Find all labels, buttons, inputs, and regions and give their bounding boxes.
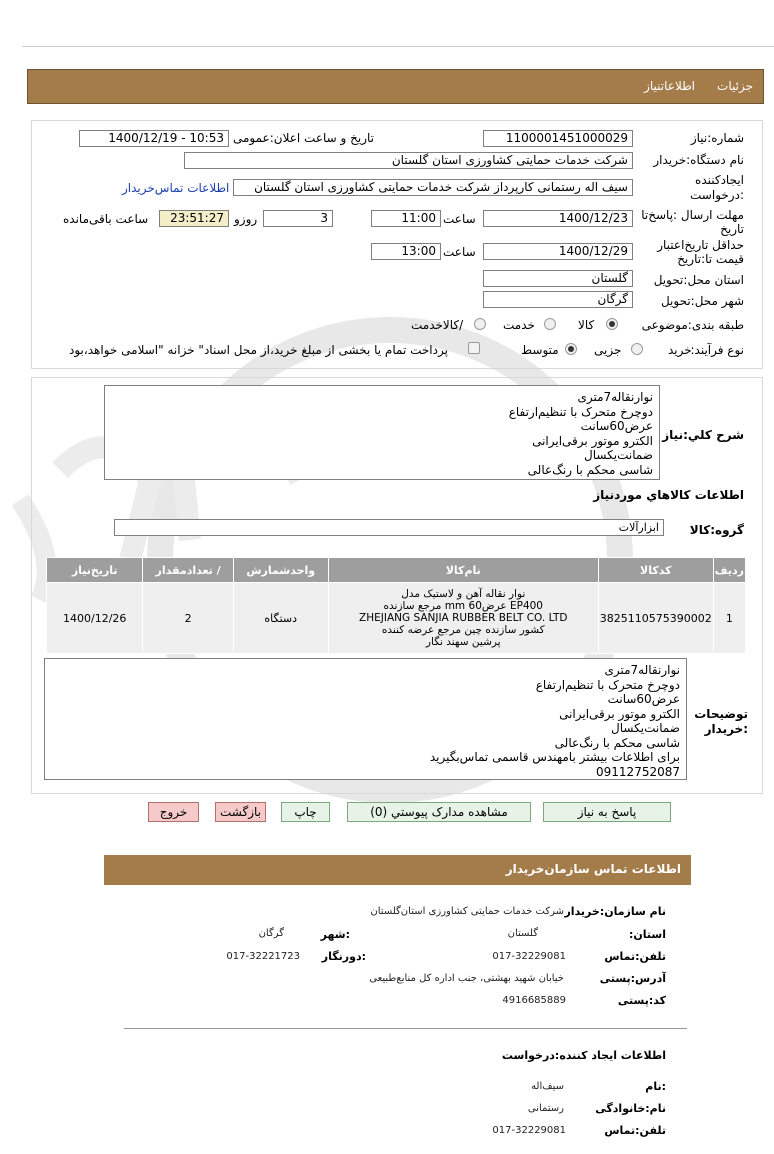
description-label: شرح کلي:نياز	[662, 428, 744, 442]
category-service-radio[interactable]	[544, 318, 556, 330]
province-label: استان محل:تحویل	[653, 273, 744, 287]
row-name-line: EP400 عرض60 mm مرجع سازنده	[383, 600, 543, 612]
deadline-label-2: تاریخ	[720, 222, 744, 236]
category-service-label: خدمت	[503, 318, 535, 332]
creator-label-1: ایجادکننده	[695, 173, 744, 187]
validity-hour-label: ساعت	[443, 245, 476, 259]
process-minor-label: جزیی	[594, 343, 622, 357]
validity-label-1: حداقل تاریخ‌اعتبار	[657, 238, 744, 252]
days-field[interactable]: 3	[263, 210, 333, 227]
tab-need-info[interactable]: اطلاعاتنیاز	[644, 79, 695, 93]
tab-details[interactable]: جزئیات	[717, 79, 753, 93]
payment-note: پرداخت تمام یا بخشی از مبلغ خرید،از محل اسناد" خزانه "اسلامی خواهد،بود	[69, 343, 448, 357]
contact-org-label: نام سازمان:خریدار	[564, 905, 666, 918]
row-index: 1	[713, 583, 745, 654]
header-bar	[27, 69, 764, 104]
city-field[interactable]: گرگان	[483, 291, 633, 308]
category-label: طبقه بندی:موضوعی	[641, 318, 744, 332]
attachments-button[interactable]: مشاهده مدارک پیوستي (0)	[347, 802, 531, 822]
treasury-checkbox[interactable]	[468, 342, 480, 354]
province-field[interactable]: گلستان	[483, 270, 633, 287]
buyer-notes-label-2: :خریدار	[704, 722, 748, 736]
process-buy-label: خرید	[668, 343, 692, 357]
days-label: روزو	[234, 212, 258, 226]
table-row	[47, 583, 746, 654]
contact-title: اطلاعات تماس سازمان‌خریدار	[505, 862, 681, 876]
col-index: رديف	[713, 558, 745, 583]
col-date: تاریخ‌نیاز	[47, 558, 143, 583]
contact-city-label: :شهر	[320, 928, 350, 941]
col-qty: / تعدادمقدار	[143, 558, 233, 583]
deadline-label-1: مهلت ارسال :پاسخ‌تا	[641, 208, 744, 222]
contact-city-value: گرگان	[258, 928, 284, 939]
goods-group-label: گروه:کالا	[689, 523, 744, 537]
contact-address-value: خیابان شهید بهشتی، جنب اداره کل منابع‌طبیعی	[369, 973, 564, 984]
announce-label: تاریخ و ساعت اعلان:عمومی	[232, 131, 374, 145]
print-button[interactable]: چاپ	[281, 802, 330, 822]
deadline-date-field[interactable]: 1400/12/23	[483, 210, 633, 227]
reply-button[interactable]: پاسخ به نیاز	[543, 802, 671, 822]
creator-family-value: رستمانی	[527, 1103, 564, 1114]
process-minor-radio[interactable]	[631, 343, 643, 355]
creator-family-label: نام:خانوادگی	[595, 1102, 666, 1115]
contact-fax-value: 017-32221723	[226, 951, 300, 962]
goods-group-field[interactable]: ابزارآلات	[114, 519, 664, 536]
row-name-line: کشور سازنده چین مرجع عرضه کننده	[381, 624, 545, 636]
contact-postal-label: کد:پستی	[617, 994, 666, 1007]
process-label: نوع فرآیند:	[690, 343, 744, 357]
category-goods-service-label: /کالاخدمت	[411, 318, 464, 332]
goods-section-title: اطلاعات کالاهاي موردنياز	[593, 488, 744, 502]
contact-province-value: گلستان	[507, 928, 538, 939]
buyer-org-field[interactable]: شرکت خدمات حمایتی کشاورزی استان گلستان	[184, 152, 633, 169]
contact-postal-value: 4916685889	[502, 995, 566, 1006]
announce-field[interactable]: 1400/12/19 - 10:53	[79, 130, 229, 147]
creator-phone-label: تلفن:تماس	[604, 1124, 666, 1137]
validity-label-2: قیمت تا:تاریخ	[677, 252, 744, 266]
remaining-time-field: 23:51:27	[159, 210, 229, 227]
need-number-label: شماره:نیاز	[690, 131, 744, 145]
col-code: کدکالا	[598, 558, 713, 583]
buyer-notes-textarea[interactable]: نوارنقاله7متری دوچرخ متحرک با تنظیم‌ارتفاع عرض60سانت الکترو موتور برقی‌ایرانی ضمانت‌یکسال شاسی محکم با رنگ‌عالی برای اطلاعات بیشتر بامهندس قاسمی تماس‌بگیرید 09112752087	[44, 658, 687, 780]
row-name-line: پرشین سهند نگار	[425, 636, 501, 648]
category-goods-radio[interactable]	[606, 318, 618, 330]
row-name-line: ZHEJIANG SANJIA RUBBER BELT CO. LTD	[359, 612, 568, 624]
top-divider	[22, 46, 774, 47]
category-goods-label: کالا	[578, 318, 595, 332]
description-textarea[interactable]: نوارنقاله7متری دوچرخ متحرک با تنظیم‌ارتفاع عرض60سانت الکترو موتور برقی‌ایرانی ضمانت‌یکسال شاسی محکم با رنگ‌عالی	[104, 385, 660, 480]
contact-org-value: شرکت خدمات حمایتی کشاورزی استان‌گلستان	[370, 906, 564, 917]
contact-address-label: آدرس:پستی	[599, 972, 666, 985]
row-name	[328, 583, 598, 654]
contact-phone-label: تلفن:تماس	[604, 950, 666, 963]
deadline-time-field[interactable]: 11:00	[371, 210, 441, 227]
creator-label-2: :درخواست	[690, 188, 744, 202]
creator-name-label: :نام	[645, 1080, 666, 1093]
creator-field[interactable]: سیف اله رستمانی کارپرداز شرکت خدمات حمایتی کشاورزی استان گلستان	[233, 179, 633, 196]
creator-name-value: سیف‌اله	[531, 1081, 564, 1092]
validity-time-field[interactable]: 13:00	[371, 243, 441, 260]
need-number-field[interactable]: 1100001451000029	[483, 130, 633, 147]
col-name: نام‌کالا	[328, 558, 598, 583]
row-date: 1400/12/26	[47, 583, 143, 654]
contact-phone-value: 017-32229081	[492, 951, 566, 962]
goods-table-header	[47, 558, 746, 583]
process-medium-label: متوسط	[521, 343, 559, 357]
contact-province-label: استان:	[629, 928, 666, 941]
contact-divider	[124, 1028, 687, 1029]
process-medium-radio[interactable]	[565, 343, 577, 355]
validity-date-field[interactable]: 1400/12/29	[483, 243, 633, 260]
remaining-label: ساعت باقی‌مانده	[63, 212, 149, 226]
creator-info-title: اطلاعات ایجاد کننده:درخواست	[501, 1049, 666, 1062]
deadline-hour-label: ساعت	[443, 212, 476, 226]
row-name-line: نوار نقاله آهن و لاستیک مدل	[401, 588, 526, 600]
city-label: شهر محل:تحویل	[660, 294, 744, 308]
buyer-org-label: نام دستگاه:خریدار	[653, 153, 744, 167]
exit-button[interactable]: خروج	[148, 802, 199, 822]
category-goods-service-radio[interactable]	[474, 318, 486, 330]
back-button[interactable]: بازگشت	[215, 802, 266, 822]
contact-title-bar	[104, 855, 691, 885]
row-unit: دستگاه	[233, 583, 328, 654]
row-qty: 2	[143, 583, 233, 654]
goods-table	[46, 557, 746, 654]
row-code: 3825110575390002	[598, 583, 713, 654]
creator-phone-value: 017-32229081	[492, 1125, 566, 1136]
buyer-contact-link[interactable]: اطلاعات تماس‌خریدار	[122, 181, 230, 195]
contact-fax-label: :دورنگار	[321, 950, 366, 963]
buyer-notes-label-1: توضیحات	[694, 707, 748, 721]
col-unit: واحدشمارش	[233, 558, 328, 583]
